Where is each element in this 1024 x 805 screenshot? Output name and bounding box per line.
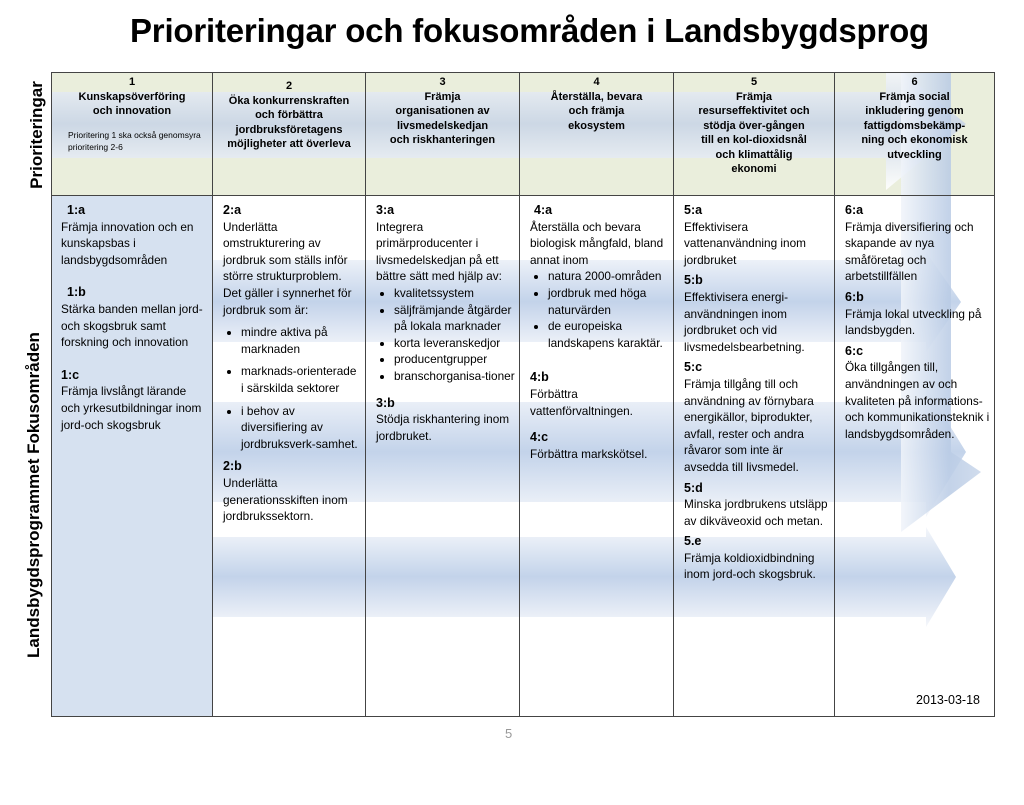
focus-text: Effektivisera vattenanvändning inom jordbruket [684, 219, 806, 267]
priority-name: Främja social inkludering genom fattigdomsbekämp-ning och ekonomisk utveckling [861, 90, 968, 161]
list-item: • kvalitetssystem [394, 285, 515, 302]
focus-text: Främja innovation och en kunskapsbas i landsbygdsområden [61, 219, 194, 267]
focus-text: Främja koldioxidbindning inom jord-och skogsbruk. [684, 550, 816, 582]
focus-text: Underlätta generationsskiften inom jordbrukssektorn. [223, 475, 348, 524]
priority-name: Främja resurseffektivitet och stödja över-gången till en kol-dioxidsnål och klimattålig ekonomi [698, 90, 810, 175]
focus-id: 1:a [67, 203, 86, 217]
focus-text: Främja livslångt lärande och yrkesutbildningar inom jord-och skogsbruk [61, 384, 202, 432]
focus-id: 1:b [67, 285, 86, 300]
focus-id: 3:b [376, 395, 395, 410]
list-item: • mindre aktiva på marknaden [241, 324, 361, 357]
focus-text: Integrera primärproducenter i livsmedelskedjan på ett bättre sätt med hjälp av: [376, 219, 502, 284]
priority-number: 4 [593, 76, 600, 88]
focus-id: 2:a [223, 203, 242, 217]
focus-id: 3:a [376, 203, 395, 217]
focus-column-3 [365, 195, 520, 717]
priority-2-header [212, 72, 366, 196]
date-label: 2013-03-18 [916, 693, 980, 707]
list-item: • jordbruk med höga naturvärden [548, 285, 669, 318]
focus-bullet-list [223, 324, 361, 452]
focus-text: Främja diversifiering och skapande av nya småföretag och arbetstillfällen [845, 219, 974, 284]
priority-name: Främja organisationen av livsmedelskedjan och riskhanteringen [389, 90, 496, 146]
focus-id: 4:a [534, 203, 553, 217]
focus-column-4 [519, 195, 674, 717]
focus-column-6 [834, 195, 995, 717]
priority-name: Återställa, bevara och främja ekosystem [550, 90, 643, 132]
focus-id: 5:b [684, 273, 703, 288]
focus-id: 5:a [684, 203, 703, 217]
focus-text: Öka tillgången till, användningen av och kvaliteten på informations-och kommunikationsteknik i landsbygdsområden. [845, 360, 990, 441]
focus-column-5 [673, 195, 835, 717]
focus-text: Främja tillgång till och användning av förnybara energikällor, biprodukter, avfall, rester och andra råvaror som inte är avsedda till livsmedel. [684, 376, 814, 474]
focus-id: 6:a [845, 203, 864, 217]
focus-bullet-list [530, 268, 669, 351]
list-item: • korta leveranskedjor [394, 335, 515, 352]
focus-text: Förbättra vattenförvaltningen. [530, 386, 633, 418]
focus-text: Återställa och bevara biologisk mångfald, bland annat inom [530, 219, 664, 267]
page-number: 5 [505, 726, 513, 741]
focus-id: 1:c [61, 367, 80, 382]
priority-number: 2 [285, 80, 293, 92]
priority-name: Kunskapsöverföring och innovation [78, 90, 186, 117]
list-item: • i behov av diversifiering av jordbruksverk-samhet. [241, 403, 361, 453]
focus-text: Stödja riskhantering inom jordbruket. [376, 412, 510, 443]
list-item: • de europeiska landskapens karaktär. [548, 318, 669, 351]
priority-number: 3 [439, 76, 446, 88]
focus-id: 5:d [684, 480, 703, 495]
focus-id: 6:b [845, 289, 864, 304]
priority-5-header [673, 72, 835, 196]
priority-3-header [365, 72, 520, 196]
focus-id: 2:b [223, 459, 242, 474]
focus-text: Effektivisera energi-användningen inom jordbruket och vid livsmedelsbearbetning. [684, 289, 805, 354]
priority-number: 6 [911, 76, 918, 88]
focus-id: 4:b [530, 370, 549, 385]
focus-text: Främja lokal utveckling på landsbygden. [845, 306, 982, 338]
priority-6-header [834, 72, 995, 196]
list-item: • producentgrupper [394, 351, 515, 368]
priority-number: 1 [128, 76, 136, 88]
priorities-side-label: Prioriteringar [27, 81, 46, 189]
focus-text: Underlätta omstrukturering av jordbruk som ställs inför större strukturproblem. Det gäller i synnerhet för jordbruk som är: [223, 219, 352, 317]
priority-name: Öka konkurrenskraften och förbättra jordbruksföretagens möjligheter att överleva [227, 94, 351, 150]
priority-1-header [51, 72, 213, 196]
priority-4-header [519, 72, 674, 196]
focus-id: 6:c [845, 343, 864, 358]
list-item: • säljfrämjande åtgärder på lokala marknader [394, 302, 515, 335]
focus-id: 5.e [684, 534, 702, 549]
priority-note: Prioritering 1 ska också genomsyra prioritering 2-6 [68, 129, 201, 152]
priority-number: 5 [750, 76, 758, 88]
priorities-table [51, 72, 995, 717]
focus-text: Stärka banden mellan jord- och skogsbruk samt forskning och innovation [61, 301, 203, 350]
page-title: Prioriteringar och fokusområden i Landsbygdsprog [130, 12, 930, 49]
focus-areas-side-label: Landsbygdsprogrammet Fokusområden [24, 332, 43, 658]
list-item: • marknads-orienterade i särskilda sektorer [241, 363, 361, 396]
focus-column-1 [51, 195, 213, 717]
list-item: • natura 2000-områden [548, 268, 669, 285]
focus-id: 4:c [530, 430, 549, 445]
list-item: • branschorganisa-tioner [394, 368, 515, 385]
focus-text: Förbättra markskötsel. [530, 446, 648, 461]
focus-id: 5:c [684, 360, 703, 375]
focus-column-2 [212, 195, 366, 717]
focus-text: Minska jordbrukens utsläpp av dikväveoxid och metan. [684, 497, 828, 528]
focus-bullet-list [376, 285, 515, 385]
